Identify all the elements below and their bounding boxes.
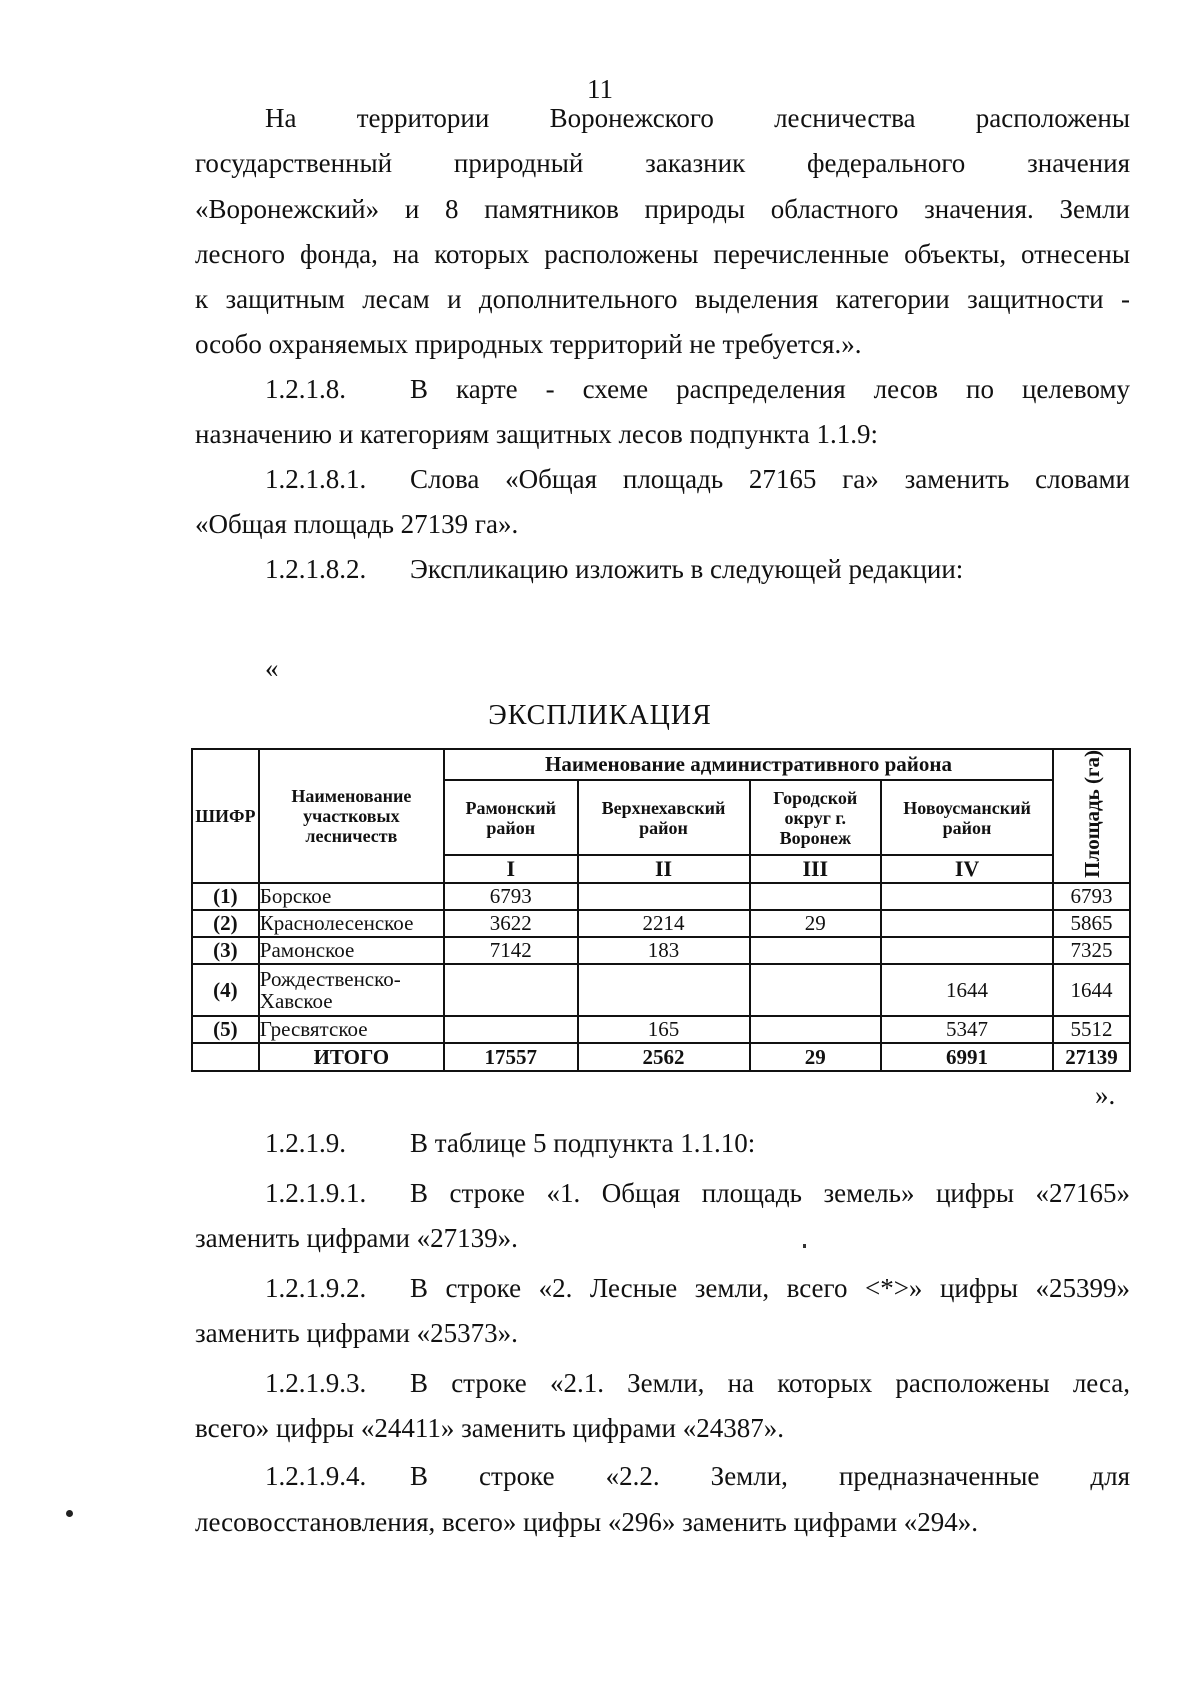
header-district: Верхнехавский район [578, 780, 750, 856]
cell-value: 2562 [578, 1043, 750, 1071]
paragraph-line: На территории Воронежского лесничества расположены [265, 103, 1130, 133]
cell-total: 6793 [1053, 883, 1130, 910]
cell-value: 7142 [444, 937, 578, 964]
cell-value [750, 883, 882, 910]
clause-number: 1.2.1.9. [265, 1128, 346, 1158]
cell-value [444, 964, 578, 1016]
cell-value: 165 [578, 1016, 750, 1043]
margin-dot [66, 1510, 73, 1517]
cell-total: 27139 [1053, 1043, 1130, 1071]
close-quote: ». [1095, 1080, 1116, 1110]
paragraph-line: особо охраняемых природных территорий не требуется.». [195, 329, 862, 359]
clause-text: В строке «1. Общая площадь земель» цифры «27165» [410, 1178, 1130, 1208]
cell-total: 5512 [1053, 1016, 1130, 1043]
cell-value: 1644 [881, 964, 1053, 1016]
table-row [192, 937, 1130, 964]
cell-name: Краснолесенское [259, 910, 444, 937]
paragraph-line: заменить цифрами «27139». [195, 1223, 518, 1253]
stray-mark [803, 1244, 806, 1248]
clause-1-2-1-9-2 [265, 1272, 1130, 1304]
paragraph-line: назначению и категориям защитных лесов подпункта 1.1.9: [195, 419, 878, 449]
cell-code: (1) [192, 883, 259, 910]
header-district: Рамонский район [444, 780, 578, 856]
clause-text: В строке «2.1. Земли, на которых расположены леса, [410, 1368, 1130, 1398]
cell-total: 1644 [1053, 964, 1130, 1016]
paragraph-line: лесовосстановления, всего» цифры «296» заменить цифрами «294». [195, 1507, 979, 1537]
clause-number: 1.2.1.8. [265, 374, 346, 404]
cell-name: Рамонское [259, 937, 444, 964]
paragraph-line: к защитным лесам и дополнительного выделения категории защитности - [195, 284, 1130, 314]
cell-code: (4) [192, 964, 259, 1016]
cell-name: Гресвятское [259, 1016, 444, 1043]
clause-text: В строке «2. Лесные земли, всего <*>» цифры «25399» [410, 1273, 1130, 1303]
cell-code [192, 1043, 259, 1071]
header-district: Городской округ г. Воронеж [750, 780, 882, 856]
cell-value: 6793 [444, 883, 578, 910]
header-roman: II [578, 855, 750, 882]
cell-value [881, 883, 1053, 910]
clause-number: 1.2.1.9.2. [265, 1273, 367, 1303]
clause-number: 1.2.1.9.1. [265, 1178, 367, 1208]
clause-1-2-1-9-3 [265, 1367, 1130, 1399]
cell-code: (2) [192, 910, 259, 937]
cell-value: 3622 [444, 910, 578, 937]
table-row [192, 883, 1130, 910]
header-area-text: Площадь (га) [1079, 750, 1104, 878]
header-roman: III [750, 855, 882, 882]
paragraph-line: «Общая площадь 27139 га». [195, 509, 519, 539]
clause-text: В строке «2.2. Земли, предназначенные для [410, 1461, 1130, 1491]
cell-value [750, 1016, 882, 1043]
clause-number: 1.2.1.8.1. [265, 464, 367, 494]
table-total-row [192, 1043, 1130, 1071]
cell-code: (3) [192, 937, 259, 964]
table-row [192, 1016, 1130, 1043]
cell-value: 17557 [444, 1043, 578, 1071]
cell-value [750, 937, 882, 964]
clause-number: 1.2.1.9.3. [265, 1368, 367, 1398]
header-roman: I [444, 855, 578, 882]
table-row [192, 964, 1130, 1016]
cell-name: Рождественско-Хавское [259, 964, 444, 1016]
cell-value: 29 [750, 1043, 882, 1071]
paragraph-line: государственный природный заказник федерального значения [195, 148, 1130, 178]
paragraph-line: «Воронежский» и 8 памятников природы областного значения. Земли [195, 194, 1130, 224]
header-area [1053, 749, 1130, 883]
cell-value: 5347 [881, 1016, 1053, 1043]
clause-number: 1.2.1.8.2. [265, 554, 367, 584]
page-number: 11 [587, 74, 613, 104]
cell-value: 183 [578, 937, 750, 964]
paragraph-line: заменить цифрами «25373». [195, 1318, 518, 1348]
cell-value [750, 964, 882, 1016]
cell-value [578, 964, 750, 1016]
cell-value [881, 937, 1053, 964]
clause-text: Слова «Общая площадь 27165 га» заменить словами [410, 464, 1130, 494]
clause-1-2-1-9-1 [265, 1177, 1130, 1209]
header-code: ШИФР [192, 749, 259, 883]
clause-text: Экспликацию изложить в следующей редакции: [410, 554, 964, 584]
cell-value: 2214 [578, 910, 750, 937]
open-quote: « [265, 653, 279, 683]
cell-total: 5865 [1053, 910, 1130, 937]
cell-value [881, 910, 1053, 937]
header-name: Наименование участковых лесничеств [259, 749, 444, 883]
clause-1-2-1-9 [265, 1127, 1130, 1159]
clause-1-2-1-8-1 [265, 463, 1130, 495]
cell-total-label: ИТОГО [259, 1043, 444, 1071]
cell-code: (5) [192, 1016, 259, 1043]
clause-1-2-1-8 [265, 373, 1130, 405]
table-title: ЭКСПЛИКАЦИЯ [488, 700, 712, 731]
cell-value: 6991 [881, 1043, 1053, 1071]
clause-number: 1.2.1.9.4. [265, 1461, 367, 1491]
cell-value: 29 [750, 910, 882, 937]
clause-1-2-1-8-2 [265, 553, 1130, 585]
clause-1-2-1-9-4 [265, 1460, 1130, 1492]
cell-value [578, 883, 750, 910]
header-district-group: Наименование административного района [444, 749, 1053, 780]
cell-value [444, 1016, 578, 1043]
clause-text: В карте - схеме распределения лесов по целевому [410, 374, 1130, 404]
paragraph-line: лесного фонда, на которых расположены перечисленные объекты, отнесены [195, 239, 1130, 269]
table-row [192, 910, 1130, 937]
header-roman: IV [881, 855, 1053, 882]
explication-table [191, 748, 1131, 1072]
cell-name: Борское [259, 883, 444, 910]
header-district: Новоусманский район [881, 780, 1053, 856]
paragraph-line: всего» цифры «24411» заменить цифрами «24387». [195, 1413, 784, 1443]
cell-total: 7325 [1053, 937, 1130, 964]
clause-text: В таблице 5 подпункта 1.1.10: [410, 1128, 756, 1158]
